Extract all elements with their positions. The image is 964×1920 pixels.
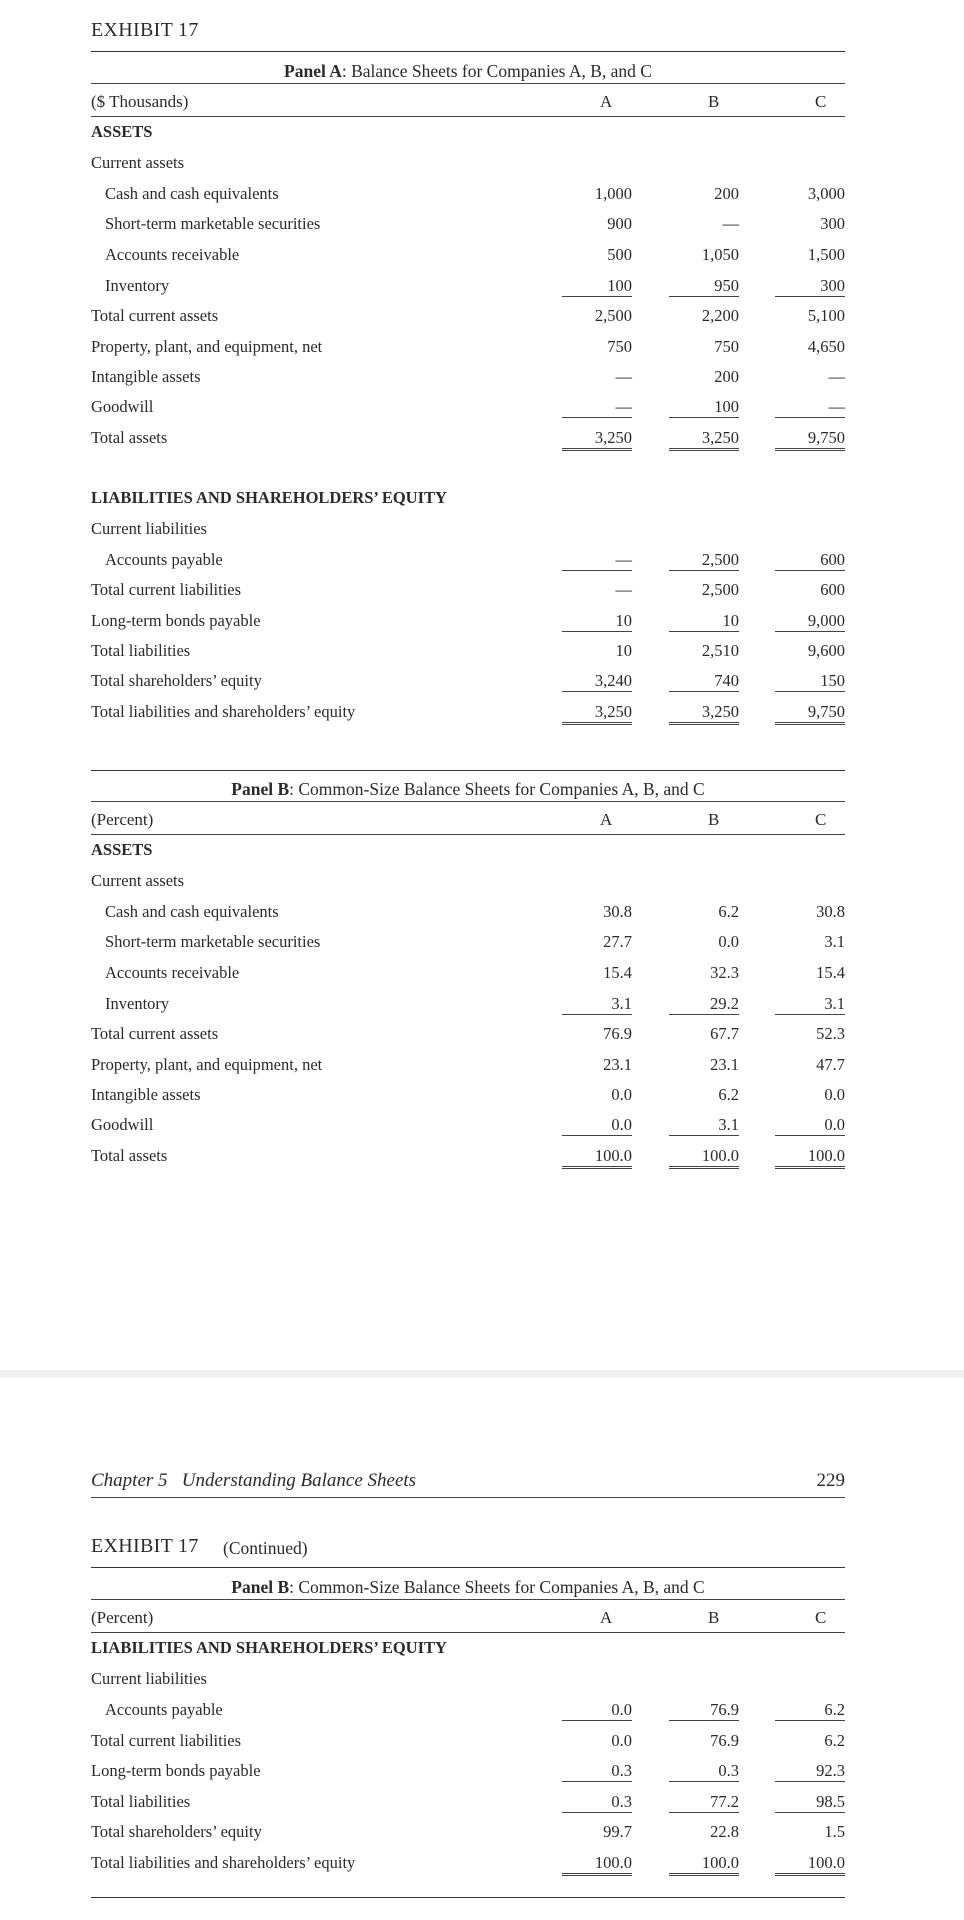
cell-b: 750: [714, 337, 739, 356]
cell-a: 3,250: [562, 428, 632, 451]
cell-b: 6.2: [718, 902, 739, 921]
row-label: Total current liabilities: [91, 1731, 242, 1750]
cell-a: —: [615, 580, 632, 599]
cell-a: 0.0: [562, 1115, 632, 1136]
row-label: Goodwill: [91, 1115, 154, 1134]
row-label: Accounts receivable: [105, 963, 240, 982]
cell-b: 76.9: [710, 1731, 739, 1750]
row-label: Property, plant, and equipment, net: [91, 1055, 323, 1074]
divider: [91, 1632, 845, 1633]
units-label: (Percent): [91, 1608, 154, 1627]
cell-b: 23.1: [710, 1055, 739, 1074]
page-break: [0, 1370, 964, 1378]
cell-c: 3.1: [824, 932, 845, 951]
cell-a: —: [615, 367, 632, 386]
cell-a: 1,000: [594, 184, 632, 203]
cell-a: 10: [562, 611, 632, 632]
current-assets-label: Current assets: [91, 871, 185, 890]
exhibit-title: EXHIBIT 17: [91, 19, 199, 41]
cell-a: 23.1: [603, 1055, 632, 1074]
cell-c: 0.0: [775, 1115, 845, 1136]
cell-b: 10: [669, 611, 739, 632]
cell-c: 300: [775, 276, 845, 297]
continued-label: (Continued): [223, 1538, 308, 1558]
cell-c: 600: [775, 550, 845, 571]
cell-b: 6.2: [718, 1085, 739, 1104]
cell-b: 1,050: [701, 245, 739, 264]
cell-b: 0.3: [669, 1761, 739, 1782]
cell-b: 100.0: [669, 1853, 739, 1876]
cell-b: 77.2: [669, 1792, 739, 1813]
page-number: 229: [816, 1470, 845, 1491]
column-header-c: C: [815, 1608, 827, 1627]
row-label: Intangible assets: [91, 1085, 201, 1104]
row-label: Property, plant, and equipment, net: [91, 337, 323, 356]
cell-a: 15.4: [603, 963, 632, 982]
row-label: Intangible assets: [91, 367, 201, 386]
row-label: Total current assets: [91, 1024, 219, 1043]
row-label: Accounts payable: [105, 550, 223, 569]
divider: [91, 834, 845, 835]
cell-b: 3,250: [669, 428, 739, 451]
row-label: Short-term marketable securities: [105, 214, 321, 233]
cell-c: 9,000: [775, 611, 845, 632]
cell-a: 10: [615, 641, 632, 660]
cell-c: 150: [775, 671, 845, 692]
cell-b: 950: [669, 276, 739, 297]
cell-b: —: [722, 214, 739, 233]
row-label: Total liabilities: [91, 1792, 191, 1811]
cell-b: 3,250: [669, 702, 739, 725]
divider: [91, 770, 845, 771]
row-label: Accounts receivable: [105, 245, 240, 264]
cell-a: 3,250: [562, 702, 632, 725]
cell-c: 3,000: [807, 184, 845, 203]
cell-b: 2,200: [701, 306, 739, 325]
row-label: Total shareholders’ equity: [91, 671, 262, 690]
cell-b: 2,500: [669, 550, 739, 571]
cell-a: —: [562, 397, 632, 418]
cell-b: 29.2: [669, 994, 739, 1015]
cell-a: —: [562, 550, 632, 571]
row-label: Long-term bonds payable: [91, 611, 261, 630]
units-label: (Percent): [91, 810, 154, 829]
panel-a-title: Panel A: Balance Sheets for Companies A, B, and C: [284, 61, 652, 81]
row-label: Total current assets: [91, 306, 219, 325]
current-liabilities-label: Current liabilities: [91, 1669, 207, 1688]
divider: [91, 1497, 845, 1498]
cell-b: 740: [669, 671, 739, 692]
assets-heading: ASSETS: [91, 122, 153, 141]
cell-c: 4,650: [807, 337, 845, 356]
cell-c: 30.8: [816, 902, 845, 921]
divider: [91, 116, 845, 117]
divider: [91, 51, 845, 52]
cell-b: 76.9: [669, 1700, 739, 1721]
cell-b: 2,510: [701, 641, 739, 660]
cell-a: 100.0: [562, 1853, 632, 1876]
row-label: Inventory: [105, 276, 170, 295]
cell-c: 0.0: [824, 1085, 845, 1104]
row-label: Total shareholders’ equity: [91, 1822, 262, 1841]
cell-a: 0.0: [611, 1085, 632, 1104]
column-header-a: A: [600, 92, 613, 111]
cell-c: 300: [820, 214, 845, 233]
cell-a: 100: [562, 276, 632, 297]
cell-c: 52.3: [816, 1024, 845, 1043]
row-label: Short-term marketable securities: [105, 932, 321, 951]
column-header-c: C: [815, 92, 827, 111]
row-label: Goodwill: [91, 397, 154, 416]
column-header-b: B: [708, 92, 720, 111]
cell-c: —: [828, 367, 845, 386]
cell-b: 200: [714, 367, 739, 386]
column-header-c: C: [815, 810, 827, 829]
cell-c: 9,750: [775, 428, 845, 451]
cell-c: 1.5: [824, 1822, 845, 1841]
cell-c: 600: [820, 580, 845, 599]
cell-a: 750: [607, 337, 632, 356]
cell-c: 15.4: [816, 963, 845, 982]
cell-c: 3.1: [775, 994, 845, 1015]
divider: [91, 1599, 845, 1600]
cell-b: 22.8: [710, 1822, 739, 1841]
exhibit-title: EXHIBIT 17: [91, 1535, 199, 1557]
cell-c: —: [775, 397, 845, 418]
cell-a: 0.3: [562, 1761, 632, 1782]
cell-b: 2,500: [701, 580, 739, 599]
cell-a: 2,500: [594, 306, 632, 325]
cell-b: 200: [714, 184, 739, 203]
divider: [91, 1567, 845, 1568]
column-header-b: B: [708, 810, 720, 829]
cell-c: 6.2: [775, 1700, 845, 1721]
cell-b: 0.0: [718, 932, 739, 951]
chapter-header: Chapter 5 Understanding Balance Sheets: [91, 1470, 417, 1491]
cell-c: 100.0: [775, 1853, 845, 1876]
cell-b: 100.0: [669, 1146, 739, 1169]
cell-c: 1,500: [807, 245, 845, 264]
panel-b-title: Panel B: Common-Size Balance Sheets for Companies A, B, and C: [231, 779, 705, 799]
cell-a: 76.9: [603, 1024, 632, 1043]
divider: [91, 801, 845, 802]
cell-a: 3.1: [562, 994, 632, 1015]
panel-b-continued-title: Panel B: Common-Size Balance Sheets for Companies A, B, and C: [231, 1577, 705, 1597]
cell-c: 100.0: [775, 1146, 845, 1169]
cell-a: 0.0: [611, 1731, 632, 1750]
row-label: Total assets: [91, 428, 168, 447]
row-label: Cash and cash equivalents: [105, 184, 279, 203]
cell-a: 0.3: [562, 1792, 632, 1813]
row-label: Total liabilities and shareholders’ equity: [91, 1853, 356, 1872]
cell-b: 3.1: [669, 1115, 739, 1136]
cell-c: 5,100: [807, 306, 845, 325]
row-label: Long-term bonds payable: [91, 1761, 261, 1780]
cell-c: 47.7: [816, 1055, 845, 1074]
column-header-a: A: [600, 1608, 613, 1627]
units-label: ($ Thousands): [91, 92, 189, 111]
assets-heading: ASSETS: [91, 840, 153, 859]
row-label: Inventory: [105, 994, 170, 1013]
cell-a: 3,240: [562, 671, 632, 692]
cell-a: 27.7: [603, 932, 632, 951]
cell-c: 6.2: [824, 1731, 845, 1750]
cell-c: 98.5: [775, 1792, 845, 1813]
divider: [91, 1897, 845, 1898]
cell-a: 30.8: [603, 902, 632, 921]
cell-a: 900: [607, 214, 632, 233]
cell-a: 99.7: [603, 1822, 632, 1841]
row-label: Cash and cash equivalents: [105, 902, 279, 921]
divider: [91, 83, 845, 84]
current-assets-label: Current assets: [91, 153, 185, 172]
cell-a: 0.0: [562, 1700, 632, 1721]
cell-c: 9,750: [775, 702, 845, 725]
current-liabilities-label: Current liabilities: [91, 519, 207, 538]
cell-a: 500: [607, 245, 632, 264]
row-label: Total liabilities and shareholders’ equity: [91, 702, 356, 721]
liabilities-heading: LIABILITIES AND SHAREHOLDERS’ EQUITY: [91, 488, 447, 507]
liabilities-heading: LIABILITIES AND SHAREHOLDERS’ EQUITY: [91, 1638, 447, 1657]
cell-b: 32.3: [710, 963, 739, 982]
column-header-a: A: [600, 810, 613, 829]
cell-b: 67.7: [710, 1024, 739, 1043]
cell-c: 92.3: [775, 1761, 845, 1782]
cell-c: 9,600: [807, 641, 845, 660]
row-label: Total assets: [91, 1146, 168, 1165]
row-label: Total liabilities: [91, 641, 191, 660]
row-label: Total current liabilities: [91, 580, 242, 599]
cell-b: 100: [669, 397, 739, 418]
column-header-b: B: [708, 1608, 720, 1627]
row-label: Accounts payable: [105, 1700, 223, 1719]
cell-a: 100.0: [562, 1146, 632, 1169]
